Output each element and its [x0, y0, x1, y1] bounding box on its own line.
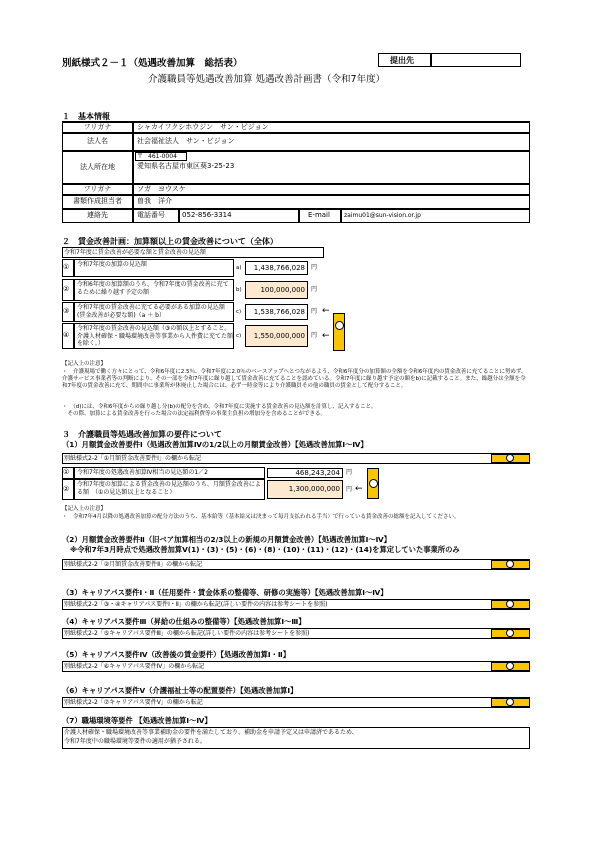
s1-ref: 別紙様式2-2「①月額賃金改善要件Ⅰ」の欄から転記: [64, 455, 201, 462]
arrow-left-icon: ←: [322, 331, 330, 341]
s7-title: （7）職場環境等要件 【処遇改善加算Ⅰ～Ⅳ】: [62, 716, 212, 725]
s1-row-text: 令和7年度の加算による賃金改善の見込額のうち、月額賃金改善による額 （①の見込額以上となること）: [77, 481, 261, 496]
sec2-row-no: ②: [63, 285, 70, 293]
sec2-row-unit: 円: [311, 264, 318, 271]
s1-row-value: 1,300,000,000: [288, 485, 340, 493]
s2-sub: ※令和7年3月時点で処遇改善加算Ⅴ(1)・(3)・(5)・(6)・(8)・(10)・(11)・(12)・(14)を算定していた事業所のみ: [70, 545, 460, 554]
sec2-row-text: 令和7年度の加算の見込額: [77, 261, 147, 268]
sec2-row-unit: 円: [311, 332, 318, 339]
arrow-left-icon: ←: [322, 306, 330, 316]
email-value: zaimu01@sun-vision.or.jp: [344, 212, 421, 219]
furigana2-field[interactable]: [133, 184, 530, 195]
phone-label: 電話番号: [137, 211, 165, 219]
s1-row-no: ①: [63, 468, 70, 476]
sec2-row-text: 令和7年度の賃金改善の見込額（③の額以上とすること。介護人材確保・職場環境改善等事業から人件費に充てた額を除く。）: [77, 325, 234, 347]
form-title: 別紙様式２－１（処遇改善加算 総括表）: [62, 58, 243, 69]
furigana1-value: シャカイフクシホウジン サン・ビジョン: [137, 123, 269, 131]
furigana2-label: フリガナ: [83, 185, 112, 193]
postal-mark: 〒: [137, 153, 144, 160]
doc-title: 介護職員等処遇改善加算 処遇改善計画書（令和7年度）: [148, 74, 386, 85]
s4-title: （4）キャリアパス要件Ⅲ（昇給の仕組みの整備等）【処遇改善加算Ⅰ～Ⅲ】: [62, 617, 306, 626]
corp-value: 社会福祉法人 サン・ビジョン: [137, 137, 235, 145]
sec2-row-key: c): [236, 309, 242, 315]
s2-ref: 別紙様式2-2「②月額賃金改善要件Ⅱ」の欄から転記: [64, 561, 203, 568]
corp-label: 法人名: [87, 137, 108, 145]
s4-ref: 別紙様式2-2「⑤キャリアパス要件Ⅲ」の欄から転記(詳しい要件の内容は参考シートを参照): [64, 630, 310, 637]
phone-value: 052-856-3314: [182, 211, 232, 219]
s1-row-value: 468,243,204: [295, 468, 340, 477]
sec2-header: 令和7年度に賃金改善が必要な額と賃金改善の見込額: [64, 249, 206, 256]
sec2-row-no: ①: [63, 263, 70, 271]
s3-ref: 別紙様式2-2「③・④キャリアパス要件Ⅰ・Ⅱ」の欄から転記(詳しい要件の内容は参考シートを参照): [64, 601, 328, 608]
s1-row-text: 令和7年度の処遇改善加算Ⅳ相当の見込額の1／2: [77, 469, 208, 476]
sec2-row-no: ④: [63, 331, 70, 339]
s6-title: （6）キャリアパス要件Ⅴ（介護福祉士等の配置要件）【処遇改善加算Ⅰ】: [62, 686, 298, 695]
submit-label: 提出先: [390, 56, 414, 65]
s5-check-icon: [506, 662, 514, 670]
postal-value: 461-0004: [148, 153, 177, 160]
s1-row-unit: 円: [346, 485, 353, 493]
s3-check-icon: [506, 600, 514, 608]
author-value: 曽我 洋介: [137, 197, 172, 205]
sec2-row-key: c): [236, 333, 242, 339]
author-label: 書類作成担当者: [73, 197, 122, 205]
s1-row-unit: 円: [346, 469, 353, 476]
s4-check-icon: [506, 629, 514, 637]
sec2-row-key: a): [236, 265, 242, 271]
address-value: 愛知県名古屋市東区葵3-25-23: [137, 162, 235, 170]
s2-title: （2）月額賃金改善要件Ⅱ（旧ベア加算相当の2/3以上の新規の月額賃金改善）【処遇改善加算Ⅰ～Ⅳ】: [62, 535, 391, 544]
sec2-notes-title: 【記入上の注意】: [62, 361, 107, 367]
s1-note: ・ 令和7年4月以降の処遇改善加算の配分方法のうち、基本給等（基本給又は決まって毎月支払われる手当）で行っている賃金改善の総額を記入してください。: [62, 514, 460, 520]
check-marker: [333, 313, 345, 351]
sec2-note-2: ・ （d)には、令和6年度からの繰り越し分(b)の配分を含め、令和7年度に実施する賃金改善の見込額を計算し、記入すること。: [62, 404, 377, 410]
section3-title: ３ 介護職員等処遇改善加算の要件について: [62, 430, 222, 439]
sec2-row-value: 1,538,766,028: [253, 307, 305, 316]
s1-row-no: ②: [63, 484, 70, 493]
sec2-row-unit: 円: [311, 308, 318, 315]
arrow-left-icon: ←: [355, 484, 363, 494]
s7-text2: 令和7年度中の職場環境等要件の適用が猶予される。: [64, 738, 206, 745]
sec2-row-text: 令和7年度の賃金改善に充てる必要がある加算の見込額(賃金改善が必要な額)（a ＋ b）: [77, 304, 225, 319]
s1-notes-title: 【記入上の注意】: [62, 506, 107, 512]
section1-title: １ 基本情報: [62, 112, 110, 121]
submit-field[interactable]: [431, 53, 521, 67]
address-label: 法人所在地: [80, 163, 115, 171]
sec2-note-3: その際、加算による賃金改善を行った場合の法定福利費等の事業主負担の増加分を含めることができる。: [62, 411, 327, 417]
s3-title: （3）キャリアパス要件Ⅰ・Ⅱ（任用要件・賃金体系の整備等、研修の実施等）【処遇改善加算Ⅰ～Ⅳ】: [62, 588, 388, 597]
contact-label: 連絡先: [87, 211, 108, 219]
furigana1-label: フリガナ: [83, 123, 112, 131]
s1-title: （1）月額賃金改善要件Ⅰ（処遇改善加算Ⅳの1/2以上の月額賃金改善）【処遇改善加算Ⅰ～Ⅳ】: [62, 440, 368, 449]
author-field[interactable]: [133, 195, 530, 209]
s2-check-icon: [506, 560, 514, 568]
email-label: E-mail: [308, 211, 330, 219]
sec2-row-text: 令和6年度の加算額のうち、令和7年度の賃金改善に充てるために繰り越す予定の額: [77, 281, 229, 296]
s7-text1: 介護人材確保・職場環境改善等事業補助金の要件を満たしており、補助金を申請予定又は申請済であるため、: [64, 729, 358, 736]
furigana2-value: ソガ ヨウスケ: [137, 185, 186, 193]
s6-check-icon: [506, 698, 514, 706]
s1-check-icon: [506, 454, 514, 462]
s1-sub-check-icon: [369, 479, 378, 488]
sec2-row-key: b): [236, 287, 242, 293]
sec2-row-value: 1,550,000,000: [253, 331, 305, 340]
sec2-row-no: ③: [63, 307, 70, 315]
s5-title: （5）キャリアパス要件Ⅳ（改善後の賃金要件）【処遇改善加算Ⅰ・Ⅱ】: [62, 650, 290, 659]
sec2-row-unit: 円: [311, 286, 318, 293]
check-circle-icon: [335, 321, 344, 330]
sec2-note-1: ・ 介護現場で働く方々にとって、令和6年度に2.5％、令和7年度に2.0％のベースアップへとつながるよう、令和6年度分の加算額の全額を令和6年度内の賃金改善に充てることに努めず、介護サービス事業者等の判断により、その一部を令和7年度に繰り越して賃金改善に充てることを認めている。令和7年度に繰り越す予定の額をb)に記載すること。また、繰越分は全額を令和7年度の賃金改善に充て、期間中に事業所が休廃止した場合には、必ず一時金等により介護職員その他の職員の賃金として配分すること。: [62, 369, 527, 389]
s5-ref: 別紙様式2-2「⑥キャリアパス要件Ⅳ」の欄から転記: [64, 663, 205, 670]
sec2-row-value: 100,000,000: [260, 285, 305, 294]
sec2-row-value: 1,438,766,028: [253, 263, 305, 272]
s6-ref: 別紙様式2-2「⑦キャリアパス要件Ⅴ」の欄から転記: [64, 699, 203, 706]
section2-title: ２ 賃金改善計画：加算額以上の賃金改善について（全体）: [62, 237, 278, 246]
